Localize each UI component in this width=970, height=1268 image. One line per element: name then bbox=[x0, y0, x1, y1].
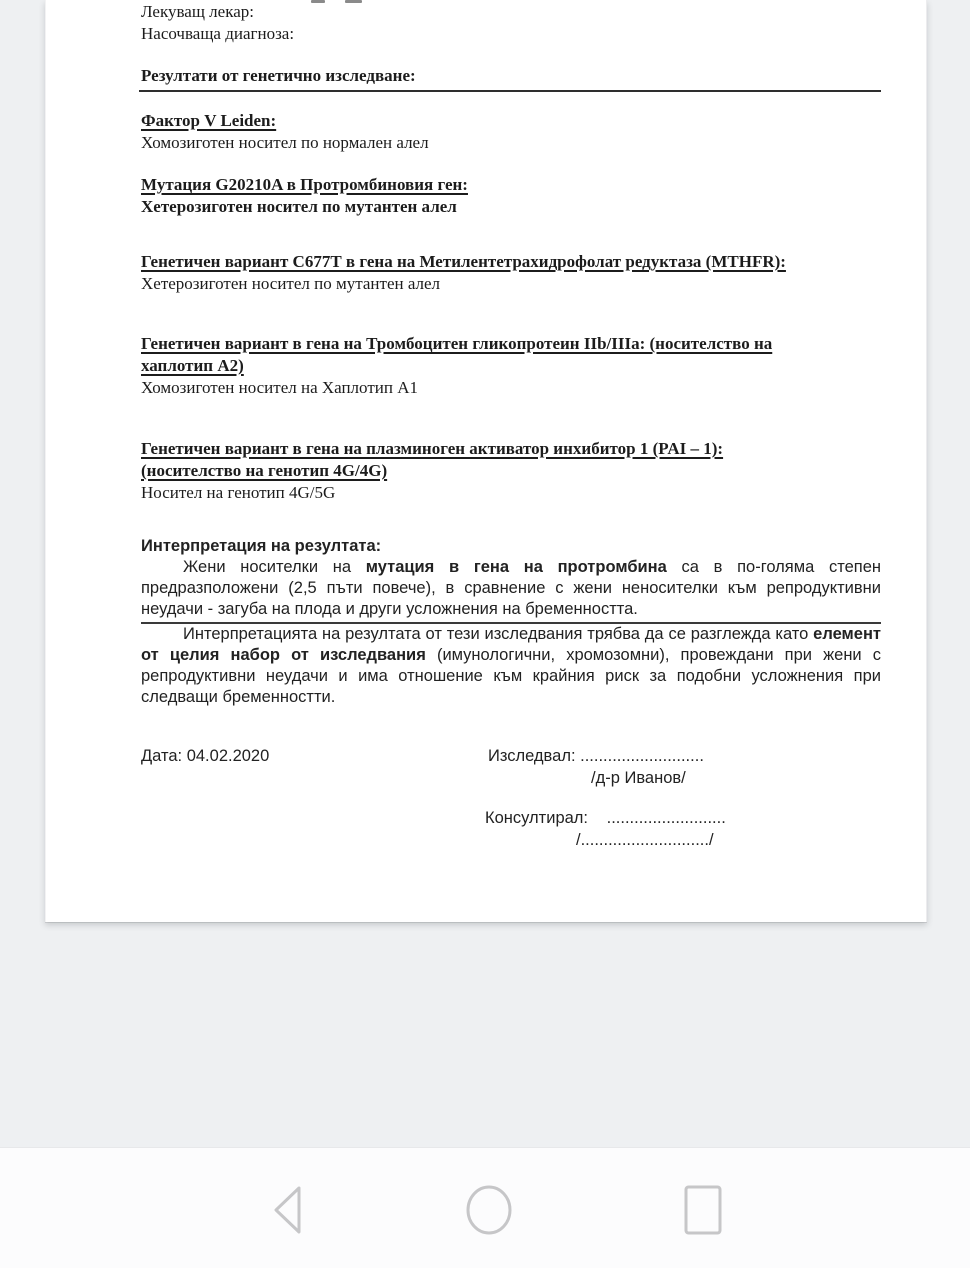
consulted-label: Консултирал: bbox=[485, 809, 589, 827]
result-title-line: Фактор V Leiden: bbox=[141, 111, 277, 130]
examined-signature: /д-р Иванов/ bbox=[591, 769, 686, 787]
cutoff-text-fragment bbox=[345, 0, 362, 3]
results-section-title bbox=[139, 65, 881, 92]
result-value: Хетерозиготен носител по мутантен алел bbox=[141, 274, 441, 293]
home-button[interactable] bbox=[461, 1182, 517, 1238]
result-value: Хетерозиготен носител по мутантен алел bbox=[141, 197, 457, 216]
consulted-block bbox=[485, 808, 726, 851]
paragraph-bold-text: мутация в гена на протромбина bbox=[365, 558, 667, 576]
result-block bbox=[141, 110, 881, 154]
result-block bbox=[141, 174, 881, 218]
result-block bbox=[141, 438, 881, 504]
date-text: Дата: 04.02.2020 bbox=[141, 747, 270, 765]
consulted-dots: .......................... bbox=[606, 809, 726, 827]
paragraph-text: (имунологични, хромозомни), провеждани при жени с репродуктивни неудачи и има отношение към крайния риск за подобни усложнения при следващи бременностти. bbox=[141, 646, 881, 706]
interpretation-title: Интерпретация на резултата: bbox=[141, 537, 382, 555]
result-title-line: хаплотип А2) bbox=[141, 356, 244, 375]
android-navbar bbox=[0, 1147, 970, 1268]
consulted-signature: /............................/ bbox=[576, 831, 714, 849]
result-value: Хомозиготен носител на Хаплотип А1 bbox=[141, 378, 418, 397]
interpretation-paragraph-2 bbox=[141, 624, 881, 708]
paragraph-text: са в по-голяма степен предразположени (2,5 пъти повече), в сравнение с жени неносителки към репродуктивни неудачи - загуба на плода и други усложнения на бременността. bbox=[141, 558, 881, 618]
paragraph-text: Интерпретацията на резултата от тези изследвания трябва да се разглежда като bbox=[183, 625, 814, 643]
recents-icon bbox=[682, 1184, 724, 1236]
results-section-title-text: Резултати от генетично изследване: bbox=[141, 66, 416, 85]
examined-dots: ........................... bbox=[580, 747, 704, 765]
result-title-line: (носителство на генотип 4G/4G) bbox=[141, 461, 388, 480]
paragraph-bold-text: елемент от целия набор от изследвания bbox=[141, 625, 881, 664]
examined-label: Изследвал: bbox=[488, 747, 576, 765]
examined-block bbox=[488, 746, 704, 789]
paragraph-text: Жени носителки на bbox=[183, 558, 366, 576]
back-icon bbox=[267, 1184, 309, 1236]
attending-physician-label: Лекуващ лекар: bbox=[141, 2, 254, 21]
recents-button[interactable] bbox=[675, 1182, 731, 1238]
result-block bbox=[141, 333, 881, 399]
result-value: Носител на генотип 4G/5G bbox=[141, 483, 336, 502]
result-title-line: Генетичен вариант С677Т в гена на Метилентетрахидрофолат редуктаза (MTHFR): bbox=[141, 252, 786, 271]
result-value: Хомозиготен носител по нормален алел bbox=[141, 133, 429, 152]
cutoff-text-fragment bbox=[311, 0, 325, 3]
result-title-line: Генетичен вариант в гена на Тромбоцитен гликопротеин IIb/IIIa: (носителство на bbox=[141, 334, 773, 353]
back-button[interactable] bbox=[260, 1182, 316, 1238]
referring-diagnosis-label: Насочваща диагноза: bbox=[141, 24, 295, 43]
home-icon bbox=[464, 1184, 514, 1236]
interpretation-paragraph-1 bbox=[141, 557, 881, 624]
result-title-line: Генетичен вариант в гена на плазминоген активатор инхибитор 1 (PAI – 1): bbox=[141, 439, 724, 458]
result-block bbox=[141, 251, 881, 295]
result-title-line: Мутация G20210A в Протромбиновия ген: bbox=[141, 175, 468, 194]
document-page bbox=[45, 0, 927, 922]
